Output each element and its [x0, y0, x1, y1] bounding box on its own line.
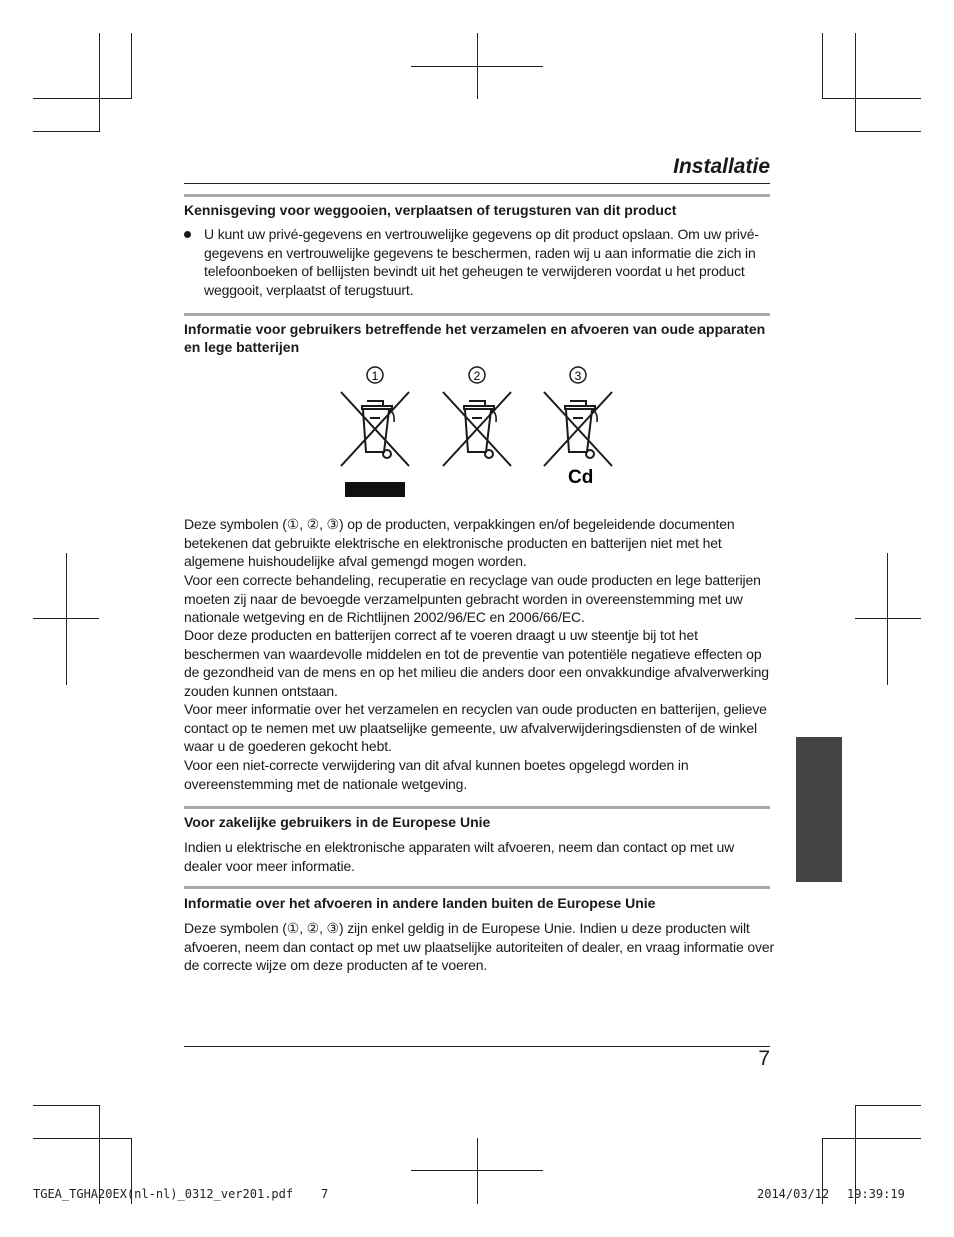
section-divider: [184, 194, 770, 197]
symbol-2-label: 2: [473, 369, 481, 383]
section-divider: [184, 313, 770, 316]
weee-heading: Informatie voor gebruikers betreffende het verzamelen en afvoeren van oude apparaten en lege batterijen: [184, 321, 766, 355]
business-users-heading: Voor zakelijke gebruikers in de Europese Unie: [184, 814, 491, 830]
section-divider: [184, 886, 770, 889]
black-bar-icon: [345, 482, 405, 497]
disposal-notice-bullet: U kunt uw privé-gegevens en vertrouwelijke gegevens op dit product opslaan. Om uw privé-gegevens en vertrouwelijke gegevens te beschermen, raden wij u aan informatie die zich in telefoonboeken of bellijsten bevindt uit het geheugen te verwijderen voordat u het product weggooit, verplaatst of terugstuurt.: [204, 226, 759, 298]
footer-time: 19:39:19: [847, 1187, 905, 1201]
disposal-notice-heading: Kennisgeving voor weggooien, verplaatsen of terugsturen van dit product: [184, 202, 677, 218]
crossed-bin-cd-icon: [544, 392, 612, 466]
bullet-icon: [184, 231, 191, 238]
crossed-bin-icon: [443, 392, 511, 466]
weee-paragraph-2: Voor een correcte behandeling, recuperatie en recyclage van oude producten en lege batterijen moeten zij naar de bevoegde verzamelpunten gebracht worden in overeenstemming met uw nationale wetgeving en de Richtlijnen 2002/96/EC en 2006/66/EC.: [184, 572, 761, 625]
header-rule: [184, 183, 770, 184]
language-tab: [796, 737, 842, 882]
weee-paragraph-5: Voor een niet-correcte verwijdering van dit afval kunnen boetes opgelegd worden in overeenstemming met de nationale wetgeving.: [184, 757, 689, 792]
footer-filename: TGEA_TGHA20EX(nl-nl)_0312_ver201.pdf: [33, 1187, 294, 1201]
weee-symbols: [335, 362, 625, 502]
crossed-bin-bar-icon: [341, 392, 409, 466]
symbol-3-label: 3: [574, 369, 582, 383]
footer-rule: [184, 1046, 770, 1047]
symbol-3-sub: Cd: [568, 467, 594, 488]
footer-page: 7: [321, 1187, 329, 1201]
symbol-2: [443, 367, 511, 466]
section-divider: [184, 806, 770, 809]
symbol-3: [544, 367, 612, 488]
footer-date: 2014/03/12: [757, 1187, 830, 1201]
page-number: 7: [758, 1047, 770, 1070]
outside-eu-text: Deze symbolen (①, ②, ③) zijn enkel geldig in de Europese Unie. Indien u deze producten wilt afvoeren, neem dan contact op met uw plaatselijke autoriteiten of dealer, en vraag informatie over de correcte wijze om deze producten af te voeren.: [184, 920, 774, 973]
weee-paragraph-3: Door deze producten en batterijen correct af te voeren draagt u uw steentje bij tot het beschermen van waardevolle middelen en tot de preventie van potentiële negatieve effecten op de gezondheid van de mens en op het milieu die anders door een onvakkundige afvalverwerking zouden kunnen ontstaan.: [184, 627, 769, 699]
weee-paragraph-4: Voor meer informatie over het verzamelen en recyclen van oude producten en batterijen, gelieve contact op te nemen met uw plaatselijke gemeente, uw afvalverwijderingsdiensten of de winkel waar u de goederen gekocht hebt.: [184, 701, 767, 754]
symbol-1-label: 1: [371, 369, 379, 383]
outside-eu-heading: Informatie over het afvoeren in andere landen buiten de Europese Unie: [184, 895, 656, 911]
symbol-1: [341, 367, 409, 497]
weee-paragraph-1: Deze symbolen (①, ②, ③) op de producten, verpakkingen en/of begeleidende documenten betekenen dat gebruikte elektrische en elektronische producten en batterijen niet met het algemene huishoudelijke afval gemengd mogen worden.: [184, 516, 735, 569]
business-users-text: Indien u elektrische en elektronische apparaten wilt afvoeren, neem dan contact op met uw dealer voor meer informatie.: [184, 839, 735, 874]
section-title: Installatie: [673, 155, 770, 178]
